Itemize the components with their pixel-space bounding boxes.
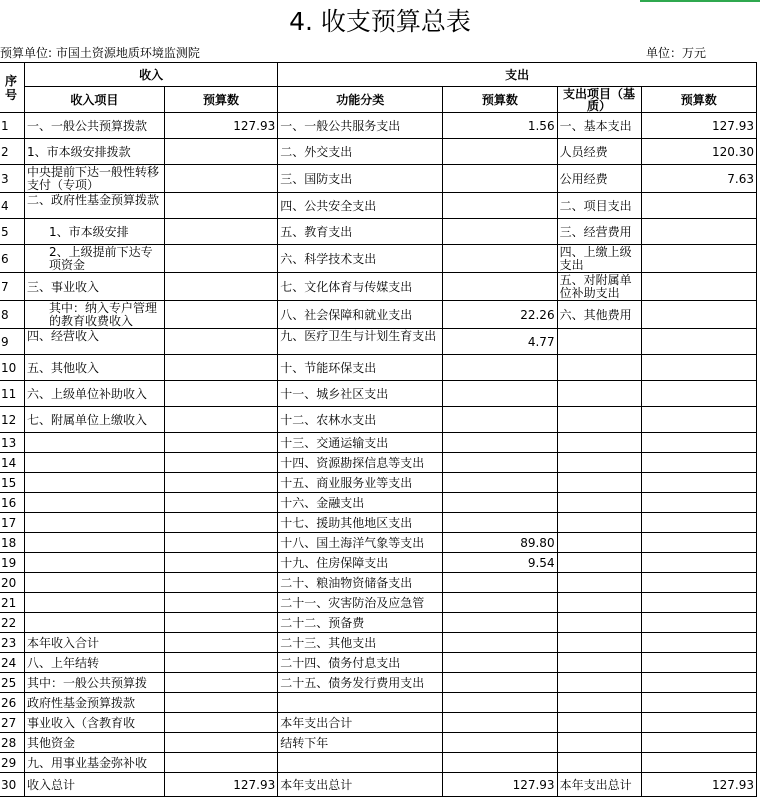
row-seq: 1 [0, 113, 24, 139]
expense-item [557, 753, 641, 773]
func-class-value [443, 693, 557, 713]
func-class-item: 二、外交支出 [278, 139, 443, 165]
income-value [164, 165, 277, 193]
income-item: 四、经营收入 [24, 329, 164, 355]
header-expense: 支出 [278, 63, 757, 87]
income-item [24, 493, 164, 513]
row-seq: 20 [0, 573, 24, 593]
row-seq: 26 [0, 693, 24, 713]
func-class-item: 二十、粮油物资储备支出 [278, 573, 443, 593]
expense-item [557, 355, 641, 381]
income-item [24, 453, 164, 473]
table-row [0, 773, 757, 797]
expense-item [557, 329, 641, 355]
row-seq: 6 [0, 245, 24, 273]
expense-item [557, 673, 641, 693]
func-class-value: 1.56 [443, 113, 557, 139]
income-item [24, 513, 164, 533]
row-seq: 11 [0, 381, 24, 407]
income-value: 127.93 [164, 113, 277, 139]
page-title: 4. 收支预算总表 [289, 7, 471, 36]
income-value [164, 513, 277, 533]
expense-item [557, 493, 641, 513]
table-row [0, 553, 757, 573]
expense-item [557, 513, 641, 533]
expense-value [641, 301, 756, 329]
income-item: 2、上级提前下达专项资金 [24, 245, 164, 273]
expense-item [557, 381, 641, 407]
income-value [164, 493, 277, 513]
row-seq: 22 [0, 613, 24, 633]
func-class-value [443, 493, 557, 513]
income-value [164, 355, 277, 381]
income-item: 1、市本级安排 [24, 219, 164, 245]
table-row [0, 733, 757, 753]
func-class-value [443, 613, 557, 633]
func-class-item: 本年支出总计 [278, 773, 443, 797]
expense-item: 公用经费 [557, 165, 641, 193]
income-value [164, 573, 277, 593]
row-seq: 2 [0, 139, 24, 165]
func-class-value [443, 713, 557, 733]
row-seq: 21 [0, 593, 24, 613]
header-exp-item: 支出项目（基质） [557, 87, 641, 113]
income-item [24, 433, 164, 453]
income-item: 一、一般公共预算拨款 [24, 113, 164, 139]
func-class-item: 二十四、债务付息支出 [278, 653, 443, 673]
income-item: 其中：纳入专户管理的教育收费收入 [24, 301, 164, 329]
func-class-item: 四、公共安全支出 [278, 193, 443, 219]
income-value [164, 453, 277, 473]
expense-value [641, 533, 756, 553]
row-seq: 7 [0, 273, 24, 301]
row-seq: 29 [0, 753, 24, 773]
income-value [164, 633, 277, 653]
table-row [0, 513, 757, 533]
table-row [0, 533, 757, 553]
income-value [164, 219, 277, 245]
func-class-item: 一、一般公共服务支出 [278, 113, 443, 139]
income-item: 1、市本级安排拨款 [24, 139, 164, 165]
expense-value [641, 673, 756, 693]
func-class-item: 十、节能环保支出 [278, 355, 443, 381]
table-row [0, 573, 757, 593]
table-row [0, 273, 757, 301]
row-seq: 27 [0, 713, 24, 733]
budget-unit-label: 预算单位: 市国土资源地质环境监测院 [0, 46, 200, 60]
func-class-value [443, 513, 557, 533]
expense-item: 一、基本支出 [557, 113, 641, 139]
func-class-value [443, 165, 557, 193]
income-value: 127.93 [164, 773, 277, 797]
table-row [0, 653, 757, 673]
income-item [24, 613, 164, 633]
func-class-value [443, 633, 557, 653]
table-row [0, 493, 757, 513]
expense-value [641, 633, 756, 653]
row-seq: 4 [0, 193, 24, 219]
func-class-value [443, 407, 557, 433]
header-row-1 [0, 63, 757, 87]
expense-item: 三、经营费用 [557, 219, 641, 245]
row-seq: 13 [0, 433, 24, 453]
row-seq: 18 [0, 533, 24, 553]
func-class-item: 十三、交通运输支出 [278, 433, 443, 453]
header-seq: 序号 [0, 63, 24, 113]
table-row [0, 713, 757, 733]
row-seq: 24 [0, 653, 24, 673]
func-class-item: 二十二、预备费 [278, 613, 443, 633]
income-item: 本年收入合计 [24, 633, 164, 653]
func-class-value: 127.93 [443, 773, 557, 797]
row-seq: 30 [0, 773, 24, 797]
func-class-value: 4.77 [443, 329, 557, 355]
func-class-item: 十六、金融支出 [278, 493, 443, 513]
expense-value [641, 493, 756, 513]
table-row [0, 113, 757, 139]
row-seq: 9 [0, 329, 24, 355]
income-item [24, 533, 164, 553]
func-class-item: 本年支出合计 [278, 713, 443, 733]
expense-value [641, 193, 756, 219]
row-seq: 10 [0, 355, 24, 381]
row-seq: 16 [0, 493, 24, 513]
table-row [0, 301, 757, 329]
expense-item [557, 713, 641, 733]
row-seq: 23 [0, 633, 24, 653]
expense-value [641, 381, 756, 407]
income-value [164, 381, 277, 407]
income-value [164, 553, 277, 573]
expense-value [641, 355, 756, 381]
table-row [0, 433, 757, 453]
func-class-value [443, 473, 557, 493]
expense-value: 120.30 [641, 139, 756, 165]
income-value [164, 713, 277, 733]
func-class-item: 七、文化体育与传媒支出 [278, 273, 443, 301]
table-row [0, 219, 757, 245]
func-class-item: 十二、农林水支出 [278, 407, 443, 433]
func-class-item: 六、科学技术支出 [278, 245, 443, 273]
expense-item [557, 533, 641, 553]
row-seq: 28 [0, 733, 24, 753]
income-value [164, 613, 277, 633]
expense-item: 五、对附属单位补助支出 [557, 273, 641, 301]
func-class-item: 五、教育支出 [278, 219, 443, 245]
expense-value: 127.93 [641, 773, 756, 797]
income-item [24, 473, 164, 493]
expense-value [641, 219, 756, 245]
expense-item [557, 693, 641, 713]
income-item: 八、上年结转 [24, 653, 164, 673]
func-class-value [443, 653, 557, 673]
func-class-item: 九、医疗卫生与计划生育支出 [278, 329, 443, 355]
func-class-value [443, 381, 557, 407]
expense-value [641, 733, 756, 753]
header-income-item: 收入项目 [24, 87, 164, 113]
unit-row [0, 44, 760, 62]
expense-item: 人员经费 [557, 139, 641, 165]
income-value [164, 693, 277, 713]
func-class-item: 十五、商业服务业等支出 [278, 473, 443, 493]
income-value [164, 329, 277, 355]
header-func-budget: 预算数 [443, 87, 557, 113]
income-value [164, 673, 277, 693]
income-value [164, 273, 277, 301]
table-row [0, 165, 757, 193]
table-row [0, 473, 757, 493]
header-income: 收入 [24, 63, 277, 87]
expense-item [557, 407, 641, 433]
income-value [164, 593, 277, 613]
func-class-item: 十一、城乡社区支出 [278, 381, 443, 407]
income-value [164, 139, 277, 165]
row-seq: 15 [0, 473, 24, 493]
expense-value [641, 693, 756, 713]
income-value [164, 533, 277, 553]
func-class-value [443, 273, 557, 301]
table-row [0, 193, 757, 219]
budget-table [0, 62, 757, 797]
table-row [0, 453, 757, 473]
table-row [0, 633, 757, 653]
expense-value: 127.93 [641, 113, 756, 139]
func-class-value [443, 753, 557, 773]
expense-item [557, 573, 641, 593]
func-class-value: 22.26 [443, 301, 557, 329]
expense-value [641, 407, 756, 433]
expense-value [641, 329, 756, 355]
func-class-item: 八、社会保障和就业支出 [278, 301, 443, 329]
table-row [0, 673, 757, 693]
func-class-item: 二十三、其他支出 [278, 633, 443, 653]
expense-item [557, 613, 641, 633]
expense-item: 二、项目支出 [557, 193, 641, 219]
expense-value [641, 653, 756, 673]
expense-item [557, 453, 641, 473]
func-class-value [443, 593, 557, 613]
income-item: 二、政府性基金预算拨款 [24, 193, 164, 219]
table-row [0, 613, 757, 633]
expense-item: 六、其他费用 [557, 301, 641, 329]
table-row [0, 355, 757, 381]
expense-value [641, 245, 756, 273]
income-item: 六、上级单位补助收入 [24, 381, 164, 407]
func-class-value [443, 453, 557, 473]
income-item: 中央提前下达一般性转移支付（专项） [24, 165, 164, 193]
table-row [0, 381, 757, 407]
income-item: 其中：一般公共预算拨 [24, 673, 164, 693]
expense-item: 本年支出总计 [557, 773, 641, 797]
row-seq: 25 [0, 673, 24, 693]
table-row [0, 329, 757, 355]
expense-value [641, 613, 756, 633]
income-value [164, 473, 277, 493]
func-class-item: 结转下年 [278, 733, 443, 753]
expense-value [641, 553, 756, 573]
header-row-2 [0, 87, 757, 113]
income-value [164, 301, 277, 329]
currency-unit-label: 单位：万元 [646, 46, 707, 60]
income-item: 其他资金 [24, 733, 164, 753]
expense-value [641, 713, 756, 733]
expense-value [641, 273, 756, 301]
expense-item [557, 733, 641, 753]
expense-value [641, 753, 756, 773]
expense-value [641, 593, 756, 613]
income-item [24, 553, 164, 573]
income-item: 九、用事业基金弥补收 [24, 753, 164, 773]
income-value [164, 407, 277, 433]
func-class-item: 十七、援助其他地区支出 [278, 513, 443, 533]
row-seq: 8 [0, 301, 24, 329]
expense-item [557, 473, 641, 493]
income-item [24, 573, 164, 593]
row-seq: 19 [0, 553, 24, 573]
income-item: 事业收入（含教育收 [24, 713, 164, 733]
func-class-item [278, 753, 443, 773]
func-class-value [443, 433, 557, 453]
header-income-budget: 预算数 [164, 87, 277, 113]
row-seq: 17 [0, 513, 24, 533]
income-item [24, 593, 164, 613]
income-value [164, 733, 277, 753]
income-value [164, 753, 277, 773]
func-class-value [443, 733, 557, 753]
expense-value [641, 513, 756, 533]
expense-item [557, 653, 641, 673]
func-class-value [443, 355, 557, 381]
func-class-item: 二十一、灾害防治及应急管 [278, 593, 443, 613]
expense-item [557, 553, 641, 573]
expense-item [557, 593, 641, 613]
func-class-value [443, 573, 557, 593]
income-item: 政府性基金预算拨款 [24, 693, 164, 713]
func-class-value [443, 139, 557, 165]
header-exp-budget: 预算数 [641, 87, 756, 113]
income-item: 七、附属单位上缴收入 [24, 407, 164, 433]
income-item: 收入总计 [24, 773, 164, 797]
func-class-item: 十四、资源勘探信息等支出 [278, 453, 443, 473]
income-value [164, 245, 277, 273]
income-item: 五、其他收入 [24, 355, 164, 381]
row-seq: 12 [0, 407, 24, 433]
table-row [0, 753, 757, 773]
func-class-value [443, 219, 557, 245]
func-class-value [443, 673, 557, 693]
table-row [0, 693, 757, 713]
expense-item [557, 633, 641, 653]
table-row [0, 593, 757, 613]
func-class-item: 三、国防支出 [278, 165, 443, 193]
row-seq: 14 [0, 453, 24, 473]
func-class-item [278, 693, 443, 713]
expense-item: 四、上缴上级支出 [557, 245, 641, 273]
income-value [164, 433, 277, 453]
expense-value [641, 573, 756, 593]
table-row [0, 407, 757, 433]
expense-value [641, 473, 756, 493]
header-func-class: 功能分类 [278, 87, 443, 113]
func-class-value [443, 193, 557, 219]
func-class-value: 89.80 [443, 533, 557, 553]
func-class-value: 9.54 [443, 553, 557, 573]
table-row [0, 139, 757, 165]
income-value [164, 193, 277, 219]
func-class-item: 十八、国土海洋气象等支出 [278, 533, 443, 553]
income-item: 三、事业收入 [24, 273, 164, 301]
expense-value [641, 433, 756, 453]
row-seq: 3 [0, 165, 24, 193]
expense-item [557, 433, 641, 453]
func-class-value [443, 245, 557, 273]
expense-value [641, 453, 756, 473]
expense-value: 7.63 [641, 165, 756, 193]
row-seq: 5 [0, 219, 24, 245]
func-class-item: 二十五、债务发行费用支出 [278, 673, 443, 693]
func-class-item: 十九、住房保障支出 [278, 553, 443, 573]
income-value [164, 653, 277, 673]
table-row [0, 245, 757, 273]
